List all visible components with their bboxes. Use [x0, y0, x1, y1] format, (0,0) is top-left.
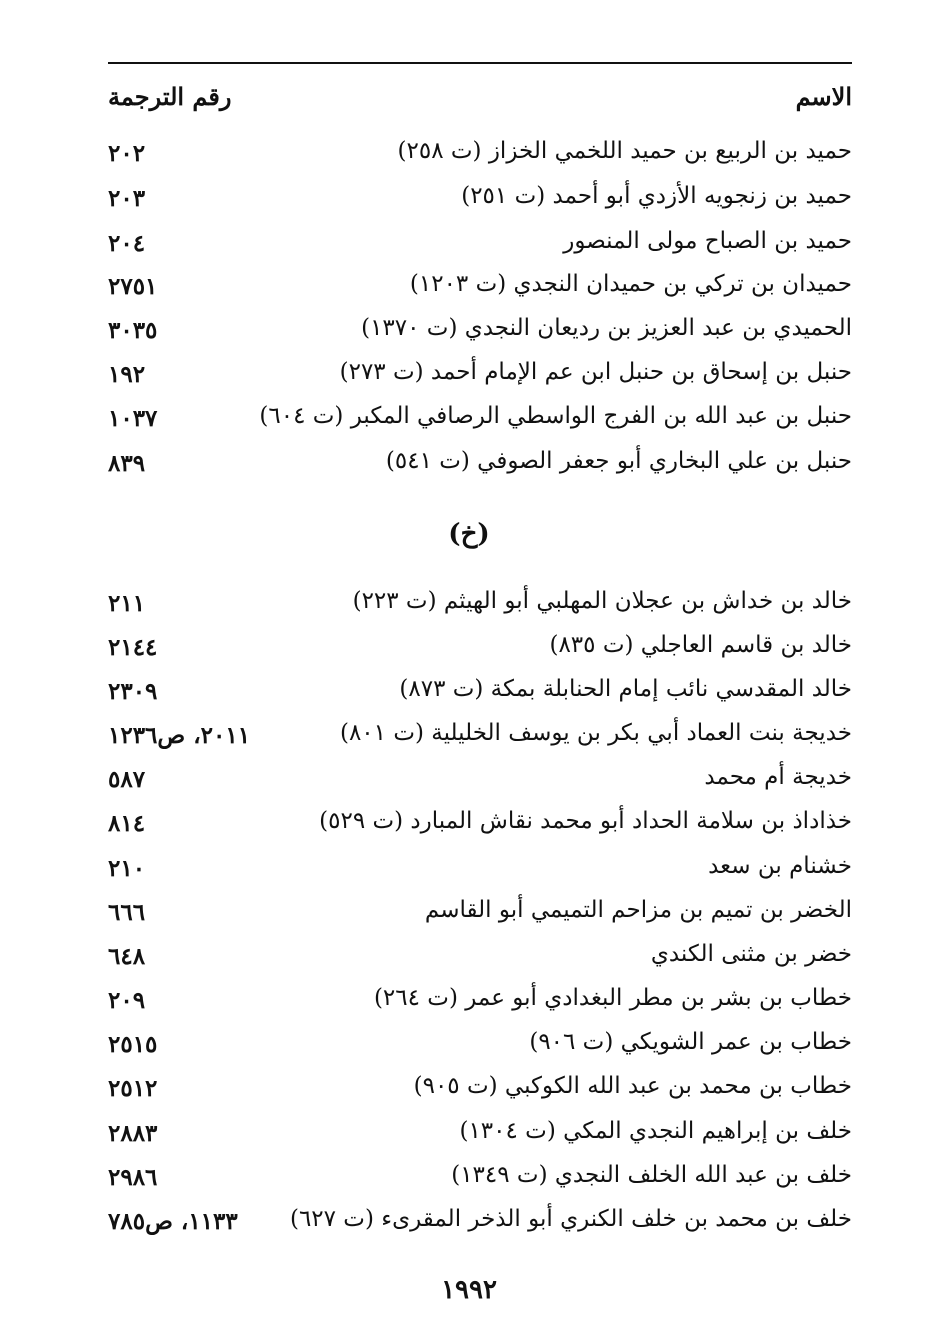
- entry-number: ٢٧٥١: [108, 273, 158, 300]
- entry-name: خلف بن محمد بن خلف الكنري أبو الذخر المقرىء (ت ٦٢٧): [289, 1206, 852, 1232]
- entry-name: خطاب بن محمد بن عبد الله الكوكبي (ت ٩٠٥): [413, 1073, 852, 1099]
- list-item: [108, 632, 852, 668]
- entry-name: حميدان بن تركي بن حميدان النجدي (ت ١٢٠٣): [409, 271, 852, 297]
- entry-number: ٢٩٨٦: [108, 1164, 158, 1191]
- list-item: [108, 676, 852, 712]
- list-item: [108, 1118, 852, 1154]
- entry-name: حنبل بن عبد الله بن الفرج الواسطي الرصافي المكبر (ت ٦٠٤): [259, 403, 852, 429]
- entry-number: ٥٨٧: [108, 766, 146, 793]
- list-item: [108, 315, 852, 351]
- entry-name: خالد بن خداش بن عجلان المهلبي أبو الهيثم (ت ٢٢٣): [352, 588, 852, 614]
- list-item: [108, 853, 852, 889]
- entry-number: ١١٣٣، ص٧٨٥: [108, 1208, 238, 1235]
- entry-number: ٨١٤: [108, 810, 146, 837]
- entry-number: ٦٦٦: [108, 899, 146, 926]
- list-item: [108, 941, 852, 977]
- entry-number: ٣٠٣٥: [108, 317, 158, 344]
- list-item: [108, 359, 852, 395]
- page-number: ١٩٩٢: [441, 1275, 497, 1305]
- list-item: [108, 271, 852, 307]
- entry-number: ٢٥١٥: [108, 1031, 158, 1058]
- entry-name: خلف بن إبراهيم النجدي المكي (ت ١٣٠٤): [459, 1118, 852, 1144]
- list-item: [108, 808, 852, 844]
- entry-number: ١٠٣٧: [108, 405, 158, 432]
- entry-name: حميد بن زنجويه الأزدي أبو أحمد (ت ٢٥١): [461, 183, 852, 209]
- entry-name: خطاب بن عمر الشويكي (ت ٩٠٦): [529, 1029, 852, 1055]
- section-title: (خ): [448, 519, 490, 549]
- entry-number: ٢١٤٤: [108, 634, 158, 661]
- list-item: [108, 1206, 852, 1242]
- entry-number: ٢٠٩: [108, 987, 146, 1014]
- list-item: [108, 1073, 852, 1109]
- entry-name: خضر بن مثنى الكندي: [650, 941, 852, 967]
- list-item: [108, 183, 852, 219]
- list-item: [108, 1029, 852, 1065]
- entry-name: حميد بن الربيع بن حميد اللخمي الخزاز (ت ٢٥٨): [397, 138, 852, 164]
- entry-name: خطاب بن بشر بن مطر البغدادي أبو عمر (ت ٢٦٤): [373, 985, 852, 1011]
- list-item: [108, 588, 852, 624]
- entry-name: خديجة بنت العماد أبي بكر بن يوسف الخليلية (ت ٨٠١): [339, 720, 852, 746]
- entry-number: ٢٠٣: [108, 185, 146, 212]
- list-item: [108, 1162, 852, 1198]
- list-item: [108, 403, 852, 439]
- entry-number: ١٩٢: [108, 361, 146, 388]
- entry-name: خذاداذ بن سلامة الحداد أبو محمد نقاش المبارد (ت ٥٢٩): [319, 808, 852, 834]
- entry-name: الخضر بن تميم بن مزاحم التميمي أبو القاسم: [424, 897, 852, 923]
- entry-number: ٢٠١١، ص١٢٣٦: [108, 722, 251, 749]
- entry-name: حنبل بن علي البخاري أبو جعفر الصوفي (ت ٥٤١): [385, 448, 852, 474]
- entry-number: ٢٣٠٩: [108, 678, 158, 705]
- list-item: [108, 764, 852, 800]
- list-item: [108, 448, 852, 484]
- list-item: [108, 138, 852, 174]
- entry-name: خالد بن قاسم العاجلي (ت ٨٣٥): [549, 632, 852, 658]
- entry-number: ٢٥١٢: [108, 1075, 158, 1102]
- table-header: [108, 62, 852, 120]
- entry-number: ٦٤٨: [108, 943, 146, 970]
- list-item: [108, 228, 852, 264]
- entry-name: خلف بن عبد الله الخلف النجدي (ت ١٣٤٩): [451, 1162, 852, 1188]
- entry-name: خديجة أم محمد: [704, 764, 852, 790]
- entry-name: خالد المقدسي نائب إمام الحنابلة بمكة (ت ٨٧٣): [399, 676, 852, 702]
- entry-number: ٨٣٩: [108, 450, 146, 477]
- entry-number: ٢٨٨٣: [108, 1120, 158, 1147]
- header-number: رقم الترجمة: [108, 82, 232, 111]
- entry-number: ٢٠٢: [108, 140, 146, 167]
- entry-number: ٢١١: [108, 590, 146, 617]
- list-item: [108, 897, 852, 933]
- entry-name: خشنام بن سعد: [708, 853, 852, 879]
- entry-number: ٢١٠: [108, 855, 146, 882]
- entry-name: حميد بن الصباح مولى المنصور: [563, 228, 852, 254]
- list-item: [108, 720, 852, 756]
- entry-name: الحميدي بن عبد العزيز بن رديعان النجدي (ت ١٣٧٠): [361, 315, 852, 341]
- entry-number: ٢٠٤: [108, 230, 146, 257]
- entry-name: حنبل بن إسحاق بن حنبل ابن عم الإمام أحمد (ت ٢٧٣): [339, 359, 852, 385]
- header-name: الاسم: [795, 82, 852, 111]
- list-item: [108, 985, 852, 1021]
